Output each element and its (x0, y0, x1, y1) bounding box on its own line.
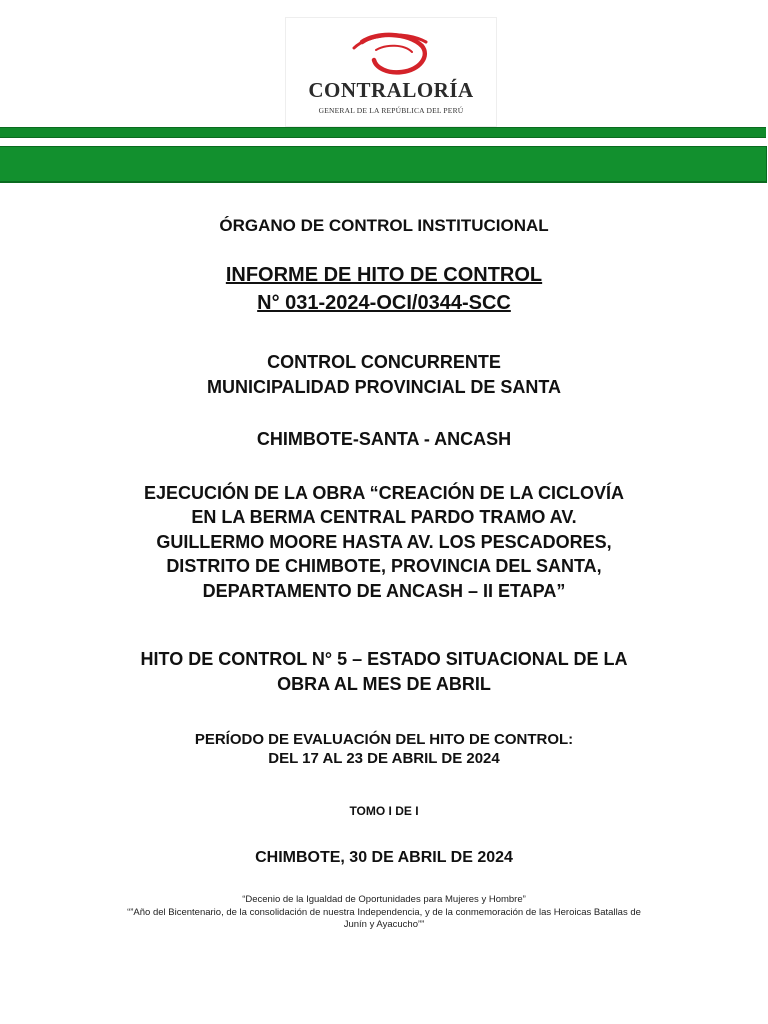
footer-year-line: Junín y Ayacucho”” (343, 919, 425, 930)
volume-label: TOMO I DE I (349, 804, 419, 818)
location: CHIMBOTE-SANTA - ANCASH (256, 429, 512, 449)
project-line: EJECUCIÓN DE LA OBRA “CREACIÓN DE LA CICLOVÍA (143, 483, 625, 503)
header-band-thin (0, 127, 766, 138)
project-line: DISTRITO DE CHIMBOTE, PROVINCIA DEL SANTA, (166, 556, 602, 576)
header-band-thick (0, 146, 767, 183)
entity-name: MUNICIPALIDAD PROVINCIAL DE SANTA (206, 377, 561, 397)
project-line: DEPARTAMENTO DE ANCASH – II ETAPA” (202, 581, 566, 601)
milestone-line: HITO DE CONTROL N° 5 – ESTADO SITUACIONAL DE LA (140, 649, 628, 669)
logo-subtitle: GENERAL DE LA REPÚBLICA DEL PERÚ (318, 106, 464, 115)
period-value: DEL 17 AL 23 DE ABRIL DE 2024 (268, 750, 500, 767)
milestone-line: OBRA AL MES DE ABRIL (277, 674, 491, 694)
footer-decade-line: “Decenio de la Igualdad de Oportunidades para Mujeres y Hombre” (242, 894, 526, 905)
project-line: GUILLERMO MOORE HASTA AV. LOS PESCADORES, (156, 532, 612, 552)
contraloria-swoosh-icon (346, 28, 436, 76)
report-title-line1: INFORME DE HITO DE CONTROL (225, 264, 543, 286)
contraloria-logo (285, 17, 497, 127)
organ-heading: ÓRGANO DE CONTROL INSTITUCIONAL (219, 216, 549, 235)
footer-year-line: “”Año del Bicentenario, de la consolidación de nuestra Independencia, y de la conmemoración de las Heroicas Batallas de (127, 907, 641, 918)
logo-name: CONTRALORÍA (308, 78, 474, 102)
project-line: EN LA BERMA CENTRAL PARDO TRAMO AV. (191, 507, 577, 527)
period-label: PERÍODO DE EVALUACIÓN DEL HITO DE CONTROL: (194, 731, 574, 748)
report-title-line2: N° 031-2024-OCI/0344-SCC (257, 292, 511, 314)
control-type: CONTROL CONCURRENTE (267, 352, 501, 372)
place-date: CHIMBOTE, 30 DE ABRIL DE 2024 (255, 849, 513, 866)
